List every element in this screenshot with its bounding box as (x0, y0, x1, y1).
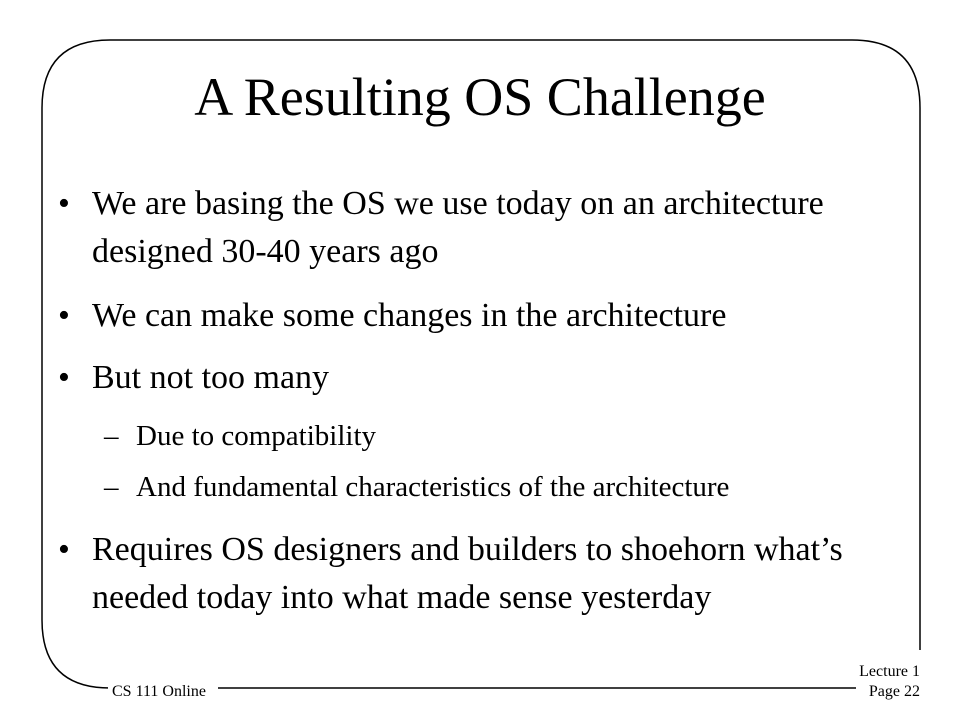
sub-bullet-text: Due to compatibility (136, 420, 377, 452)
bullet-text: We can make some changes in the architecture (92, 297, 727, 334)
bullet-marker: • (58, 359, 70, 396)
bullet-text: We are basing the OS we use today on an architecture designed 30-40 years ago (92, 185, 824, 270)
sub-bullet-text: And fundamental characteristics of the architecture (136, 471, 730, 503)
bullet-text: Requires OS designers and builders to shoehorn what’s needed today into what made sense yesterday (92, 531, 843, 616)
bullet-text: But not too many (92, 359, 330, 396)
slide-title: A Resulting OS Challenge (194, 67, 766, 127)
page-number: Page 22 (868, 683, 920, 700)
bullet-marker: • (58, 297, 70, 334)
bullet-marker: • (58, 531, 70, 568)
sub-bullet-marker: – (104, 420, 119, 452)
lecture-page-label (859, 662, 920, 702)
lecture-number: Lecture 1 (859, 663, 920, 680)
course-label: CS 111 Online (112, 683, 206, 700)
bullet-marker: • (58, 185, 70, 222)
sub-bullet-marker: – (104, 471, 119, 503)
